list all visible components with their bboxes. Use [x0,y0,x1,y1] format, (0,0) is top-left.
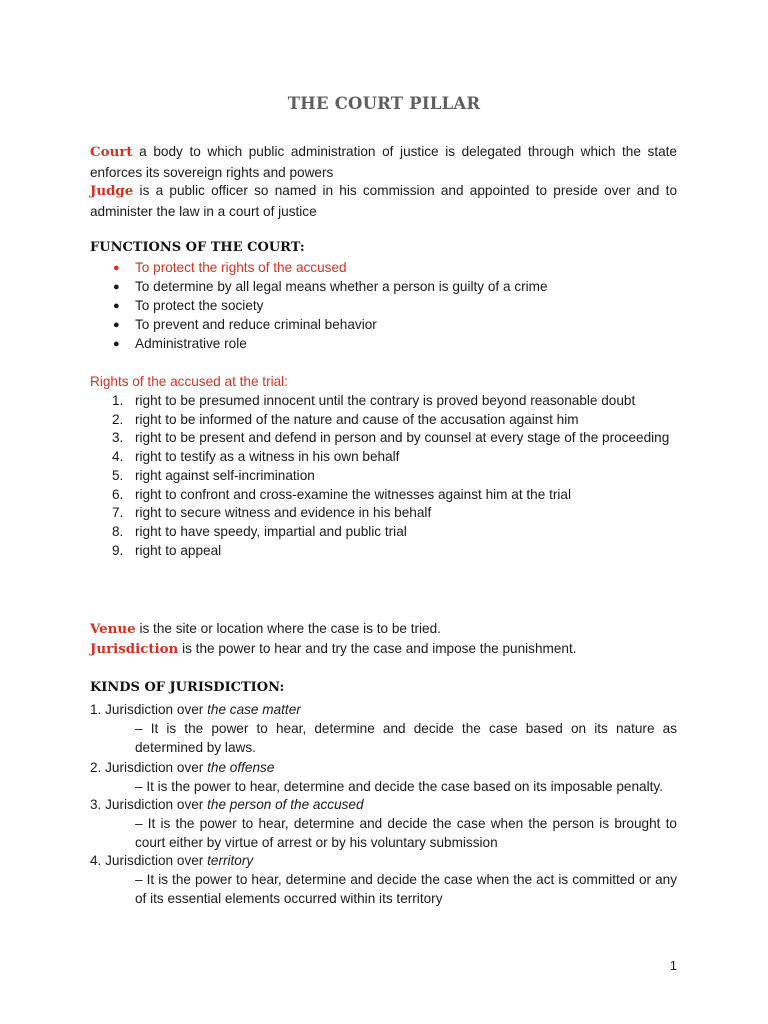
item-number: 6. [112,486,124,502]
list-item [90,335,677,354]
court-definition-text: a body to which public administration of justice is delegated through which the state enforces its sovereign rights and powers [90,144,677,180]
function-text: Administrative role [135,335,247,351]
item-number: 8. [112,523,124,539]
right-text: right to appeal [135,542,222,558]
venue-definition [90,619,677,640]
judge-term: Judge [90,183,134,199]
right-text: right to confront and cross-examine the witnesses against him at the trial [135,486,571,502]
court-definition [90,142,677,182]
right-text: right to be informed of the nature and cause of the accusation against him [135,411,579,427]
page-title: THE COURT PILLAR [287,94,481,113]
judge-definition [90,181,677,221]
kind-description: – It is the power to hear, determine and decide the case when the person is brought to court either by virtue of arrest or by his voluntary submission [135,816,677,850]
function-text: To protect the rights of the accused [135,260,347,275]
item-number: 3. [112,430,124,446]
venue-definition-text: is the site or location where the case is to be tried. [135,621,441,636]
list-item [90,448,677,467]
kind-object: the offense [207,760,275,775]
list-item [90,297,677,316]
kind-object: territory [207,853,254,868]
list-item [90,523,677,542]
jurisdiction-definition-text: is the power to hear and try the case and impose the punishment. [178,641,577,656]
list-item [90,411,677,430]
right-text: right to testify as a witness in his own behalf [135,449,400,465]
venue-term: Venue [90,621,136,637]
kind-prefix: 4. Jurisdiction over [90,853,208,868]
function-text: To determine by all legal means whether a person is guilty of a crime [135,278,548,294]
rights-list [90,392,677,560]
kind-object: the person of the accused [207,797,364,812]
kind-description: – It is the power to hear, determine and decide the case based on its imposable penalty. [135,779,663,794]
bullet-icon: ● [113,280,120,293]
right-text: right to be present and defend in person and by counsel at every stage of the proceeding [135,430,670,446]
kind-item [90,701,301,720]
bullet-icon: ● [113,337,120,350]
jurisdiction-term: Jurisdiction [90,641,179,657]
functions-list [90,259,677,353]
kind-description: – It is the power to hear, determine and decide the case based on its nature as determined by laws. [135,721,677,755]
item-number: 5. [112,467,124,483]
page-number: 1 [669,958,677,973]
right-text: right to be presumed innocent until the contrary is proved beyond reasonable doubt [135,393,636,408]
rights-heading: Rights of the accused at the trial: [90,374,288,389]
function-text: To prevent and reduce criminal behavior [135,316,377,332]
right-text: right to have speedy, impartial and public trial [135,523,407,539]
item-number: 7. [112,505,124,521]
bullet-icon: ● [113,318,120,331]
list-item [90,316,677,335]
list-item [90,504,677,523]
judge-definition-text: is a public officer so named in his commission and appointed to preside over and to administer the law in a court of justice [90,183,677,219]
list-item [90,486,677,505]
list-item [90,429,677,448]
item-number: 9. [112,542,124,558]
court-term: Court [90,144,133,160]
kinds-heading: KINDS OF JURISDICTION: [90,680,285,695]
kind-prefix: 3. Jurisdiction over [90,797,208,812]
bullet-icon: ● [113,299,120,312]
bullet-icon: ● [113,262,120,274]
function-text: To protect the society [135,297,264,313]
right-text: right to secure witness and evidence in his behalf [135,505,432,521]
kind-item [90,796,364,815]
list-item [90,542,677,561]
functions-heading: FUNCTIONS OF THE COURT: [90,240,305,255]
item-number: 1. [112,393,124,408]
kind-prefix: 2. Jurisdiction over [90,760,208,775]
kind-prefix: 1. Jurisdiction over [90,702,208,717]
list-item [90,392,677,411]
kind-description: – It is the power to hear, determine and decide the case when the act is committed or any of its essential elements occurred within its territory [135,872,677,906]
kind-item [90,852,253,871]
item-number: 4. [112,449,124,465]
jurisdiction-definition [90,639,677,660]
list-item [90,467,677,486]
kind-item [90,759,274,778]
list-item [90,259,677,278]
right-text: right against self-incrimination [135,467,315,483]
list-item [90,278,677,297]
kind-object: the case matter [207,702,301,717]
item-number: 2. [112,411,124,427]
